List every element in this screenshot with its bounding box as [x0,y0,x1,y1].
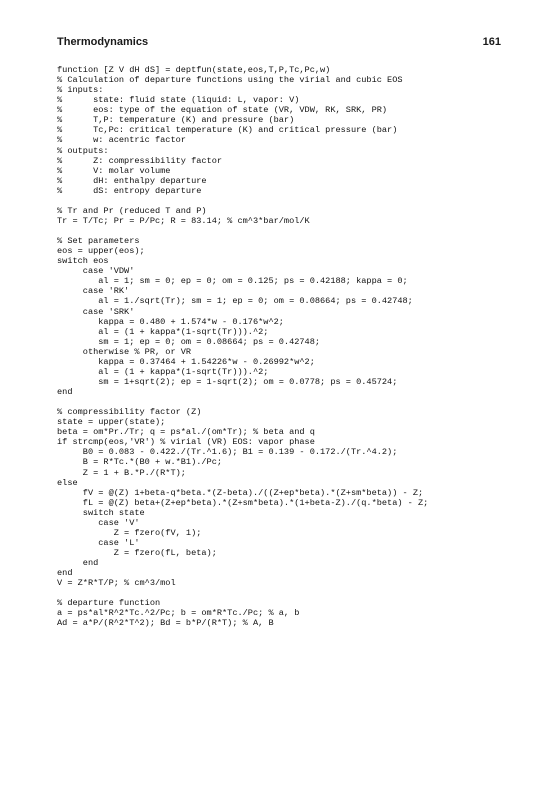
code-line: beta = om*Pr./Tr; q = ps*al./(om*Tr); % beta and q [57,427,315,438]
code-line: al = 1; sm = 0; ep = 0; om = 0.125; ps = 0.42188; kappa = 0; [57,276,408,287]
code-line: fL = @(Z) beta+(Z+ep*beta).*(Z+sm*beta).*(1+beta-Z)./(q.*beta) - Z; [57,497,429,508]
code-line: Z = fzero(fV, 1); [57,527,202,538]
code-line: switch eos [57,256,109,267]
code-line: Z = 1 + B.*P./(R*T); [57,467,186,478]
code-line: % Tr and Pr (reduced T and P) [57,205,207,216]
code-line: al = 1./sqrt(Tr); sm = 1; ep = 0; om = 0.08664; ps = 0.42748; [57,296,413,307]
code-line: al = (1 + kappa*(1-sqrt(Tr))).^2; [57,366,269,377]
code-line: case 'V' [57,517,140,528]
code-line [57,226,527,236]
code-line: fV = @(Z) 1+beta-q*beta.*(Z-beta)./((Z+ep*beta).*(Z+sm*beta)) - Z; [57,487,424,498]
code-line: eos = upper(eos); [57,246,145,257]
code-line: % outputs: [57,145,109,156]
code-line [57,397,527,407]
code-line: a = ps*al*R^2*Tc.^2/Pc; b = om*R*Tc./Pc; % a, b [57,608,300,619]
code-line: % w: acentric factor [57,135,186,146]
code-line: % Tc,Pc: critical temperature (K) and critical pressure (bar) [57,125,398,136]
code-line: % Calculation of departure functions using the virial and cubic EOS [57,75,403,86]
code-line: otherwise % PR, or VR [57,346,192,357]
code-line: Ad = a*P/(R^2*T^2); Bd = b*P/(R*T); % A, B [57,618,274,629]
code-line: % V: molar volume [57,165,171,176]
code-line: end [57,568,73,579]
code-line: case 'L' [57,537,140,548]
code-line: else [57,477,78,488]
code-line: Z = fzero(fL, beta); [57,548,217,558]
code-line: switch state [57,507,145,518]
code-line: V = Z*R*T/P; % cm^3/mol [57,578,176,589]
code-line: sm = 1+sqrt(2); ep = 1-sqrt(2); om = 0.0778; ps = 0.45724; [57,376,398,387]
code-line: case 'RK' [57,286,130,297]
code-line [57,588,527,598]
code-line: % Z: compressibility factor [57,155,223,166]
code-line: state = upper(state); [57,417,166,428]
code-listing [57,65,527,629]
code-line: % state: fluid state (liquid: L, vapor: V) [57,95,300,106]
code-line [57,196,527,206]
code-line: kappa = 0.480 + 1.574*w - 0.176*w^2; [57,316,284,327]
code-line: kappa = 0.37464 + 1.54226*w - 0.26992*w^2; [57,356,315,367]
code-line: case 'VDW' [57,266,135,277]
code-line: % dS: entropy departure [57,185,202,196]
page-number: 161 [482,36,501,48]
code-line: % compressibility factor (Z) [57,407,202,418]
code-line: case 'SRK' [57,306,135,317]
code-line: % departure function [57,598,161,609]
code-line: sm = 1; ep = 0; om = 0.08664; ps = 0.42748; [57,336,321,347]
code-line: B = R*Tc.*(B0 + w.*B1)./Pc; [57,457,223,468]
code-line: % dH: enthalpy departure [57,175,207,186]
code-line: end [57,558,99,569]
running-title: Thermodynamics [57,36,149,48]
code-line: end [57,387,73,397]
code-line: if strcmp(eos,'VR') % virial (VR) EOS: vapor phase [57,437,315,448]
code-line: % T,P: temperature (K) and pressure (bar) [57,115,295,126]
code-line: % Set parameters [57,236,140,247]
code-line: Tr = T/Tc; Pr = P/Pc; R = 83.14; % cm^3*bar/mol/K [57,215,310,226]
code-line: % inputs: [57,85,104,96]
page-header [57,36,501,54]
code-line: function [Z V dH dS] = deptfun(state,eos,T,P,Tc,Pc,w) [57,65,331,75]
code-line: % eos: type of the equation of state (VR, VDW, RK, SRK, PR) [57,105,388,116]
code-line: al = (1 + kappa*(1-sqrt(Tr))).^2; [57,326,269,337]
code-line: B0 = 0.083 - 0.422./(Tr.^1.6); B1 = 0.139 - 0.172./(Tr.^4.2); [57,447,398,458]
